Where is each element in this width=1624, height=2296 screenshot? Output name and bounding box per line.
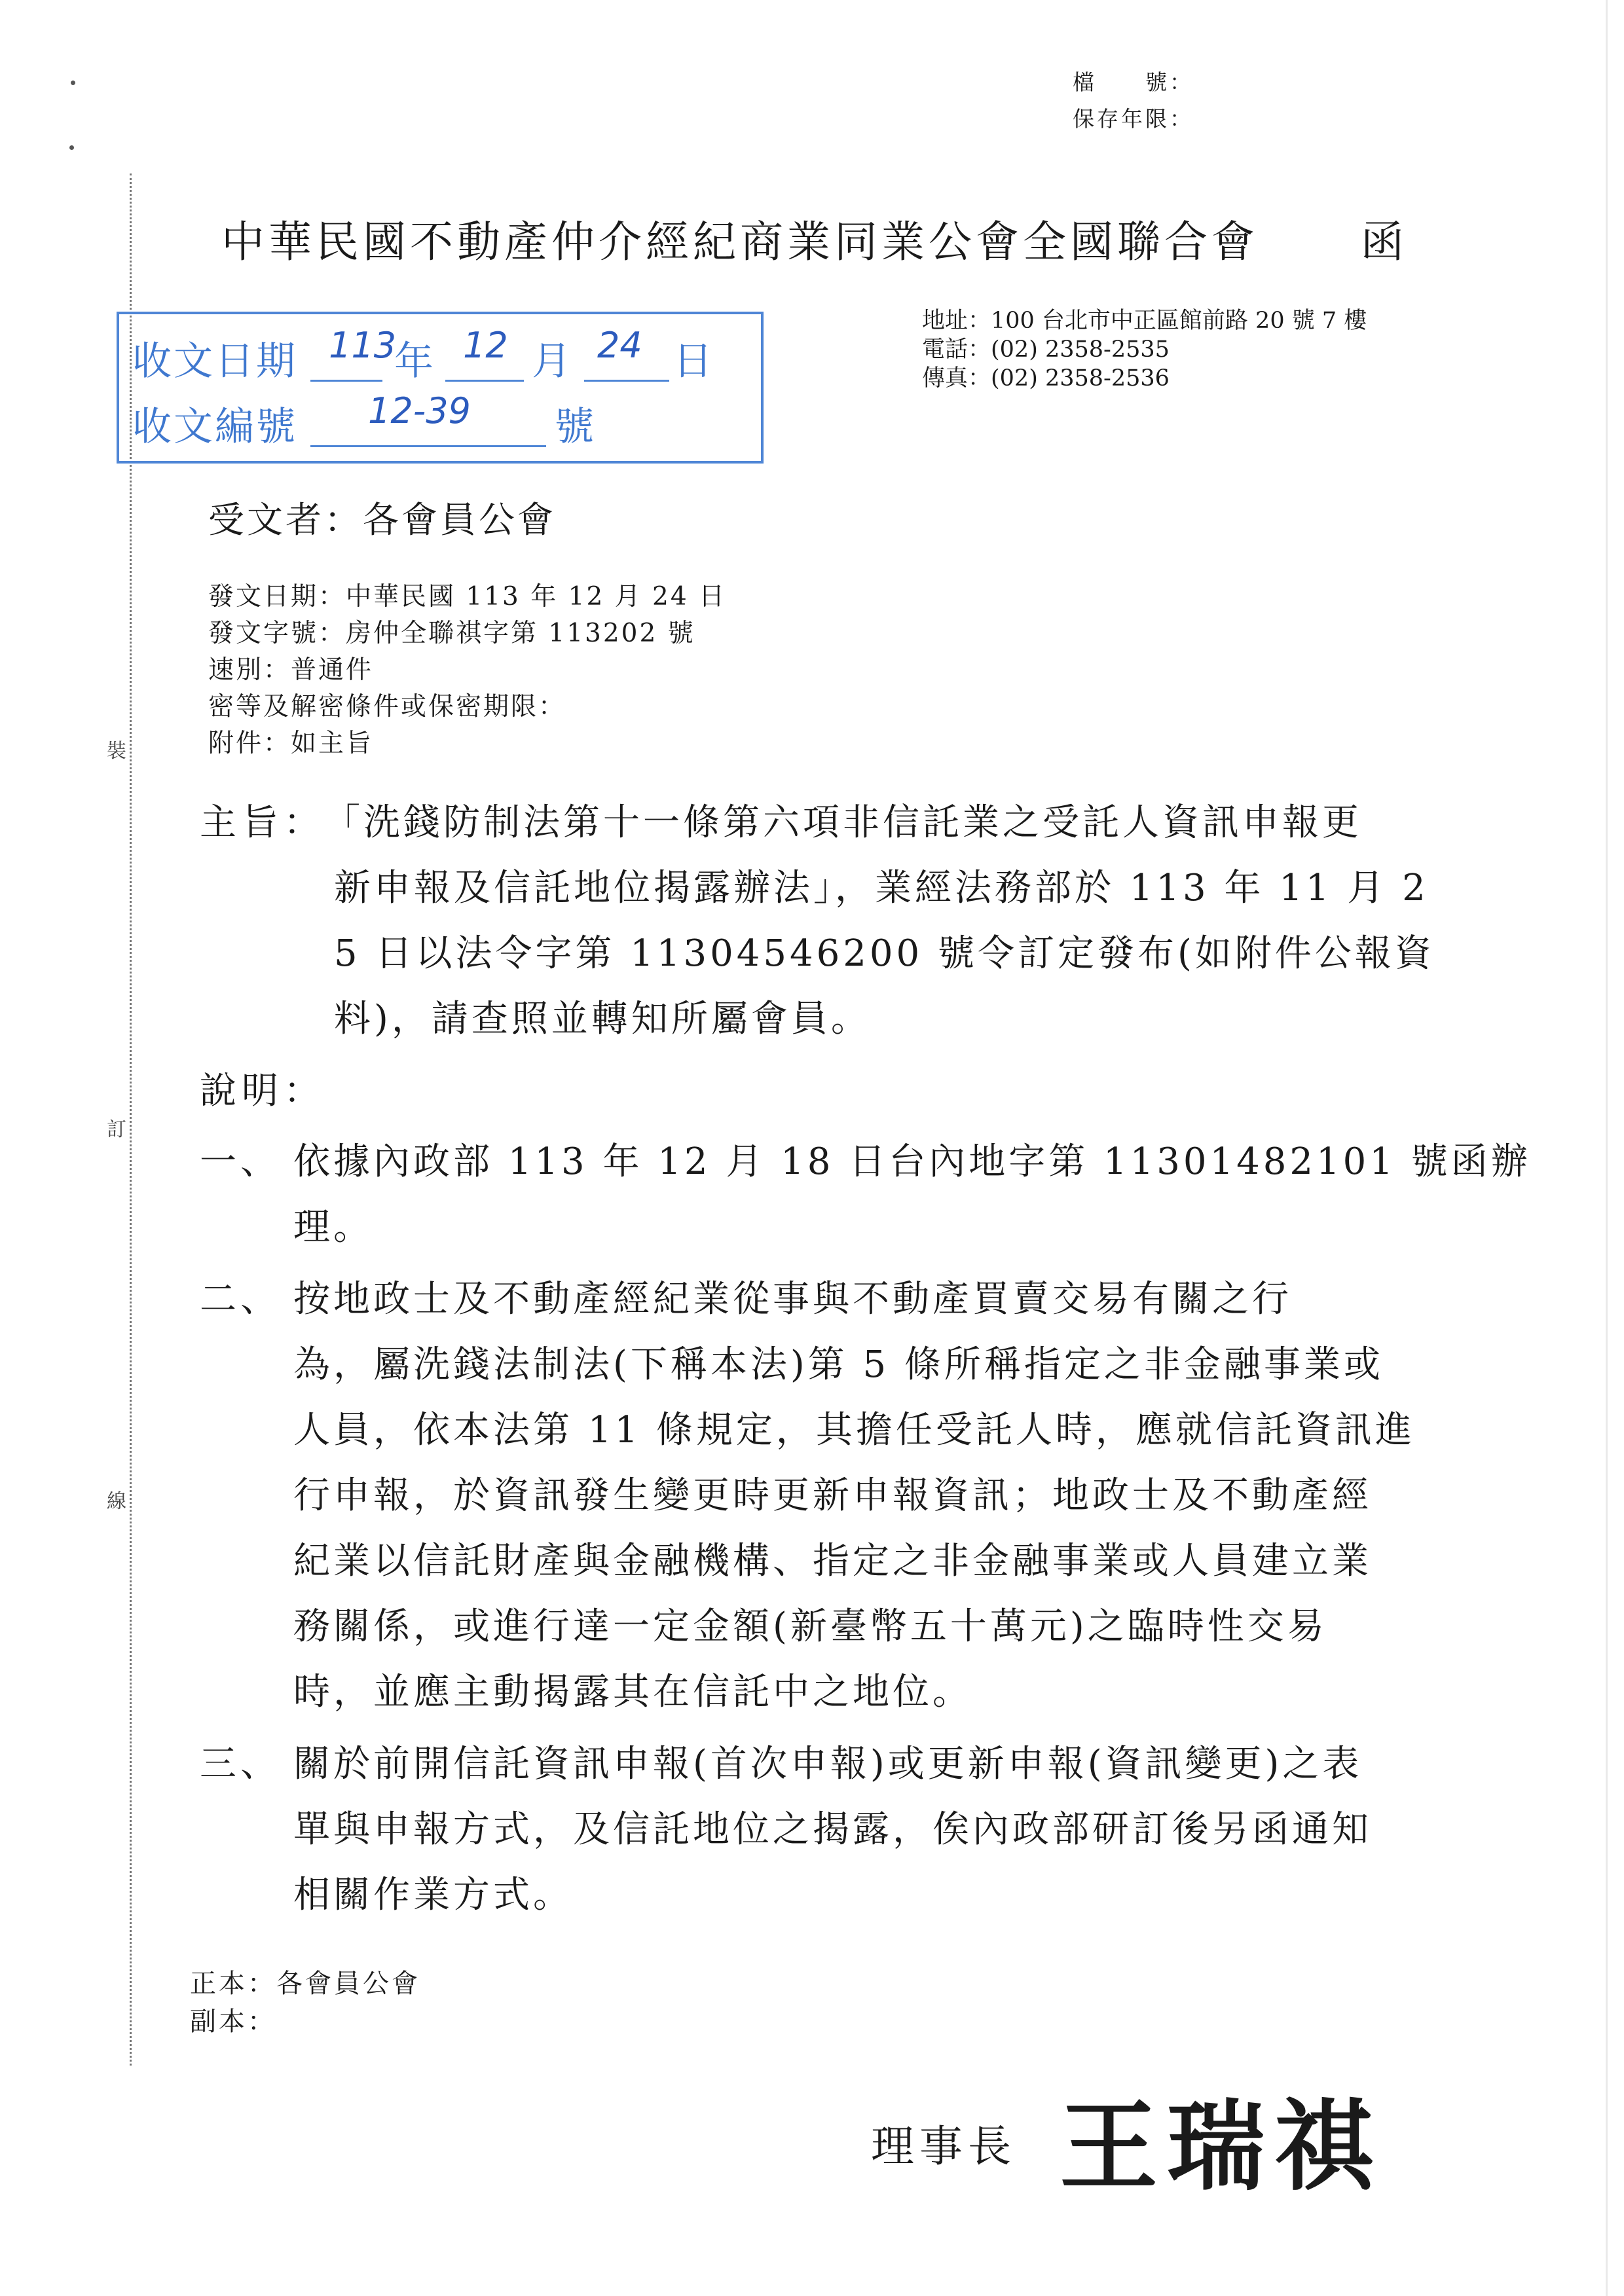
contact-address: 地址：100 台北市中正區館前路 20 號 7 樓 (922, 308, 1367, 334)
item-2-line: 為，屬洗錢法制法(下稱本法)第 5 條所稱指定之非金融事業或 (293, 1343, 1384, 1386)
stamp-month-handwritten: 12 (463, 325, 508, 366)
binding-mark-xian: 線 (107, 1490, 126, 1513)
signatory-title: 理事長 (871, 2121, 1016, 2172)
delivery-speed: 速別：普通件 (208, 655, 374, 685)
item-2-line: 人員，依本法第 11 條規定，其擔任受託人時，應就信託資訊進 (293, 1409, 1415, 1451)
item-1-line: 理。 (293, 1206, 373, 1248)
subject-line: 「洗錢防制法第十一條第六項非信託業之受託人資訊申報更 (323, 801, 1362, 844)
page-edge (1606, 0, 1608, 2296)
issue-date: 發文日期：中華民國 113 年 12 月 24 日 (208, 582, 727, 611)
item-number-2: 二、 (200, 1278, 281, 1321)
contact-phone: 電話：(02) 2358-2535 (922, 337, 1170, 363)
receipt-stamp (117, 312, 764, 464)
item-1-line: 依據內政部 113 年 12 月 18 日台內地字第 11301482101 號函辦 (293, 1140, 1531, 1183)
confidentiality: 密等及解密條件或保密期限： (208, 692, 566, 721)
signatory-name-seal: 王瑞祺 (1060, 2090, 1382, 2204)
subject-line: 新申報及信託地位揭露辦法」，業經法務部於 113 年 11 月 2 (334, 867, 1429, 909)
recipient: 受文者：各會員公會 (208, 499, 557, 541)
stamp-number-handwritten: 12-39 (368, 390, 471, 431)
retention-period-label: 保存年限： (1073, 106, 1194, 132)
item-3-line: 關於前開信託資訊申報(首次申報)或更新申報(資訊變更)之表 (293, 1743, 1363, 1785)
stamp-date-label: 收文日期 (132, 338, 297, 384)
contact-fax: 傳真：(02) 2358-2536 (922, 365, 1170, 392)
organization-title: 中華民國不動產仲介經紀商業同業公會全國聯合會 (221, 217, 1259, 267)
stamp-day-underline (584, 380, 669, 382)
item-number-1: 一、 (200, 1140, 281, 1183)
item-2-line: 紀業以信託財產與金融機構、指定之非金融事業或人員建立業 (293, 1540, 1372, 1582)
binding-mark-ding: 訂 (107, 1118, 126, 1141)
stamp-year-underline (310, 380, 382, 382)
item-2-line: 行申報，於資訊發生變更時更新申報資訊；地政士及不動產經 (293, 1474, 1372, 1517)
stamp-day-handwritten: 24 (597, 325, 642, 366)
item-3-line: 單與申報方式，及信託地位之揭露，俟內政部研訂後另函通知 (293, 1808, 1372, 1851)
copy-recipients: 副本： (190, 2007, 276, 2037)
item-number-3: 三、 (200, 1743, 281, 1785)
file-number-label: 檔 號： (1073, 69, 1194, 95)
item-2-line: 時，並應主動揭露其在信託中之地位。 (293, 1671, 972, 1713)
original-recipients: 正本：各會員公會 (190, 1969, 420, 1999)
explanation-label: 說明： (200, 1070, 325, 1112)
stamp-number-unit: 號 (555, 404, 596, 450)
stamp-number-underline (310, 445, 546, 447)
stamp-month-underline (445, 380, 524, 382)
stamp-number-label: 收文編號 (132, 404, 297, 450)
scan-speck (69, 145, 74, 150)
attachment: 附件：如主旨 (208, 729, 374, 758)
stamp-year-handwritten: 113 (329, 325, 397, 366)
scan-speck (71, 81, 75, 85)
document-type: 函 (1361, 217, 1404, 267)
subject-line: 料)，請查照並轉知所屬會員。 (334, 998, 871, 1040)
item-3-line: 相關作業方式。 (293, 1874, 573, 1916)
subject-line: 5 日以法令字第 11304546200 號令訂定發布(如附件公報資 (334, 932, 1435, 975)
subject-label: 主旨： (200, 801, 325, 844)
item-2-line: 按地政士及不動產經紀業從事與不動產買賣交易有關之行 (293, 1278, 1292, 1321)
stamp-day-unit: 日 (673, 338, 714, 384)
binding-mark-zhuang: 裝 (107, 740, 126, 763)
stamp-date-line (132, 330, 297, 386)
item-2-line: 務關係，或進行達一定金額(新臺幣五十萬元)之臨時性交易 (293, 1605, 1327, 1648)
stamp-month-unit: 月 (532, 338, 573, 384)
issue-number: 發文字號：房仲全聯祺字第 113202 號 (208, 619, 695, 648)
stamp-year-unit: 年 (394, 338, 435, 384)
